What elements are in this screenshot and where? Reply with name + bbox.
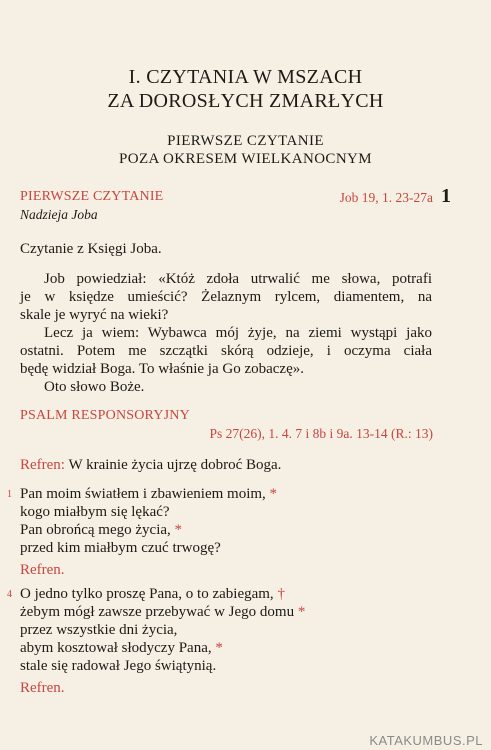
asterisk-mark: *	[269, 486, 278, 502]
reading-line: skale je wyryć na wieki?	[20, 307, 169, 323]
verse-number: 4	[7, 589, 12, 600]
psalm-line: Pan obrońcą mego życia, *	[20, 522, 183, 538]
verse-number: 1	[7, 489, 12, 500]
psalm-line: przez wszystkie dni życia,	[20, 622, 178, 638]
refrain-short: Refren.	[20, 562, 65, 578]
reading-closing: Oto słowo Boże.	[44, 379, 145, 395]
psalm-line: O jedno tylko proszę Pana, o to zabiegam, †	[20, 586, 285, 602]
reading-label: PIERWSZE CZYTANIE	[20, 189, 164, 204]
asterisk-mark: *	[215, 640, 223, 656]
dagger-mark: †	[277, 586, 285, 602]
psalm-line: abym kosztował słodyczy Pana, *	[20, 640, 223, 656]
section-subtitle-line1: PIERWSZE CZYTANIE	[167, 133, 324, 149]
asterisk-mark: *	[174, 522, 183, 538]
psalm-line: stale się radował Jego świątynią.	[20, 658, 217, 674]
psalm-line: przed kim miałbym czuć trwogę?	[20, 540, 221, 556]
reading-tagline: Nadzieja Joba	[20, 207, 98, 222]
refrain-short: Refren.	[20, 680, 65, 696]
psalm-line: kogo miałbym się lękać?	[20, 504, 170, 520]
reading-number: 1	[441, 185, 451, 207]
psalm-label: PSALM RESPONSORYJNY	[20, 408, 190, 423]
psalm-reference: Ps 27(26), 1. 4. 7 i 8b i 9a. 13-14 (R.: 13)	[209, 426, 433, 441]
section-subtitle-line2: POZA OKRESEM WIELKANOCNYM	[118, 151, 373, 167]
reading-line: będę widział Boga. To właśnie ja Go zobaczę».	[20, 361, 304, 377]
watermark: KATAKUMBUS.PL	[369, 733, 483, 748]
refrain-text: W krainie życia ujrzę dobroć Boga.	[68, 457, 282, 473]
reading-line: je w księdze umieścić? Żelaznym rylcem, diamentem, na	[20, 289, 432, 305]
refrain-label: Refren:	[20, 457, 65, 473]
page-title-line1: I. CZYTANIA W MSZACH	[128, 66, 363, 88]
asterisk-mark: *	[297, 604, 306, 620]
page-title-line2: ZA DOROSŁYCH ZMARŁYCH	[107, 90, 384, 112]
reading-reference: Job 19, 1. 23-27a	[339, 190, 433, 205]
reading-line: Job powiedział: «Któż zdoła utrwalić me słowa, potrafi	[44, 271, 432, 287]
refrain-line	[20, 457, 281, 474]
psalm-line: Pan moim światłem i zbawieniem moim, *	[20, 486, 278, 502]
reading-line: Lecz ja wiem: Wybawca mój żyje, na ziemi wystąpi jako	[44, 325, 432, 341]
reading-line: ostatni. Potem me szczątki skórą odzieje, i oczyma ciała	[20, 343, 432, 359]
psalm-line: żebym mógł zawsze przebywać w Jego domu *	[20, 604, 306, 620]
reading-intro: Czytanie z Księgi Joba.	[20, 241, 162, 257]
